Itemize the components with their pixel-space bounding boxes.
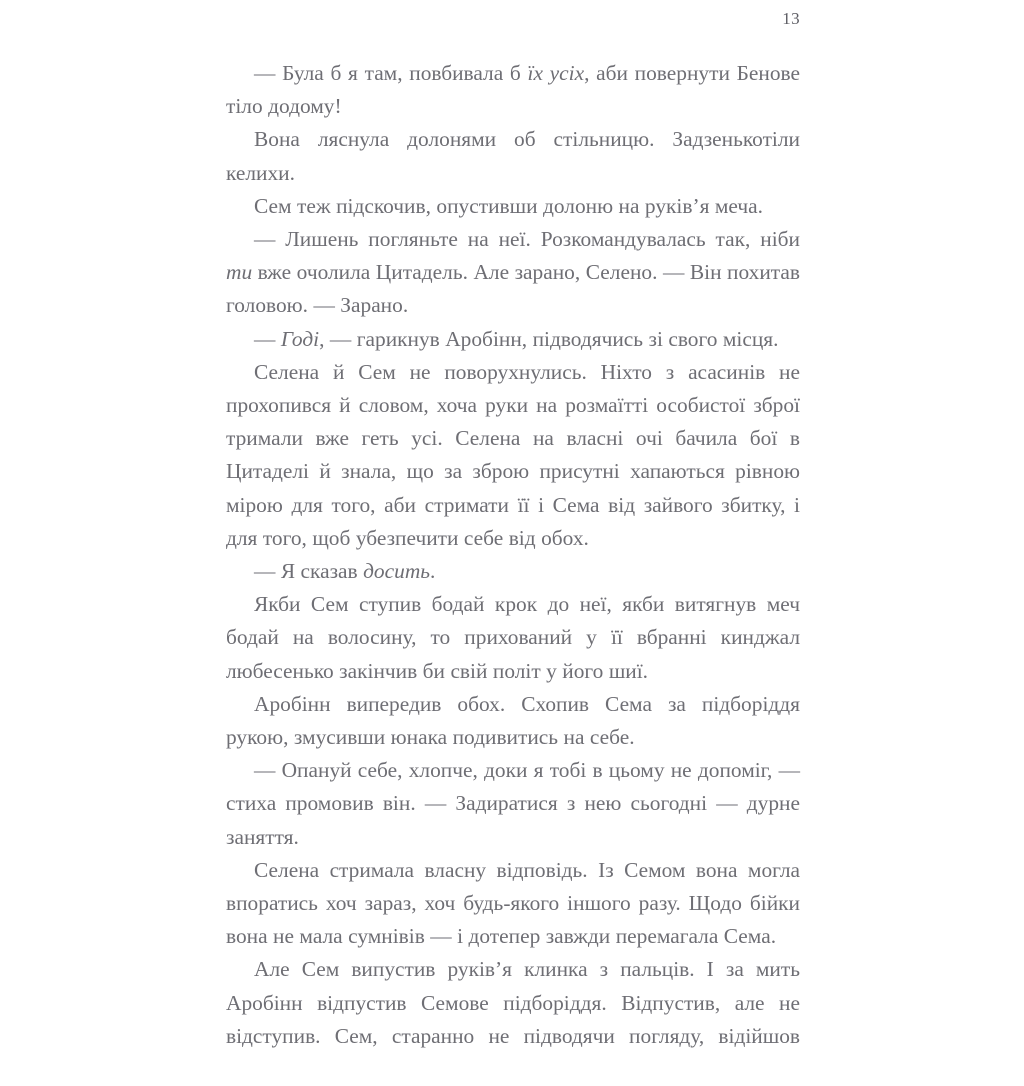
- text-run: Аробінн випередив обох. Схопив Сема за підборіддя рукою, змусивши юнака подивитись на себе.: [226, 691, 800, 750]
- paragraph: [226, 688, 800, 754]
- paragraph: [226, 190, 800, 223]
- text-run: — Була б я там, повбивала б: [254, 61, 528, 85]
- text-run: вже очолила Цитадель. Але зарано, Селено. — Він похитав головою. — Зарано.: [226, 260, 800, 318]
- text-run-italic: досить: [363, 559, 430, 584]
- paragraph: [226, 953, 800, 1086]
- text-run: —: [254, 326, 281, 351]
- text-run: Селена стримала власну відповідь. Із Семом вона могла впоратись хоч зараз, хоч будь-якого іншого разу. Щодо бійки вона не мала сумнівів — і дотепер завжди перемагала Сема.: [226, 857, 800, 949]
- text-run: — Опануй себе, хлопче, доки я тобі в цьому не допоміг, — стиха промовив він. — Задиратися з нею сьогодні — дурне заняття.: [226, 758, 800, 849]
- text-run: Селена й Сем не поворухнулись. Ніхто з асасинів не прохопився й словом, хоча руки на розмаїтті особистої зброї тримали вже геть усі. Селена на власні очі бачила бої в Цитаделі й знала, що за зброю присутні хапаються рівною мірою для того, аби стримати її і Сема від зайвого збитку, і для того, щоб убезпечити себе від обох.: [226, 359, 800, 550]
- text-run-italic: Годі: [280, 326, 320, 351]
- text-run: — Я сказав: [254, 559, 364, 584]
- paragraph: [226, 854, 800, 954]
- paragraph: [226, 123, 800, 189]
- text-run: Якби Сем ступив бодай крок до неї, якби витягнув меч бодай на волосину, то прихований у її вбранні кинджал любесенько закінчив би свій політ у його шиї.: [226, 592, 800, 683]
- text-run-italic: їх усіх: [527, 61, 585, 85]
- body-text-block: [226, 57, 800, 1086]
- paragraph: [226, 356, 800, 555]
- paragraph: [226, 57, 800, 123]
- paragraph: [226, 754, 800, 854]
- text-run: — Лишень погляньте на неї. Розкомандувалась так, ніби: [254, 227, 800, 252]
- paragraph: [226, 555, 800, 588]
- text-run: Але Сем випустив руків’я клинка з пальців. І за мить Аробінн відпустив Семове підборіддя. Відпустив, але не відступив. Сем, старанно не підводячи погляду, відійшов: [226, 957, 800, 1048]
- text-run: .: [430, 559, 436, 584]
- paragraph: [226, 323, 800, 356]
- paragraph: [226, 588, 800, 688]
- text-run: Вона ляснула долонями об стільницю. Задзенькотіли келихи.: [226, 127, 800, 185]
- text-run: , — гарикнув Аробінн, підводячись зі свого місця.: [319, 326, 779, 351]
- text-run-italic: ти: [226, 260, 253, 285]
- page-number: 13: [782, 9, 800, 28]
- text-run: Сем теж підскочив, опустивши долоню на руків’я меча.: [254, 193, 763, 218]
- paragraph: [226, 223, 800, 323]
- text-run: , аби повернути Бенове тіло додому!: [226, 61, 800, 119]
